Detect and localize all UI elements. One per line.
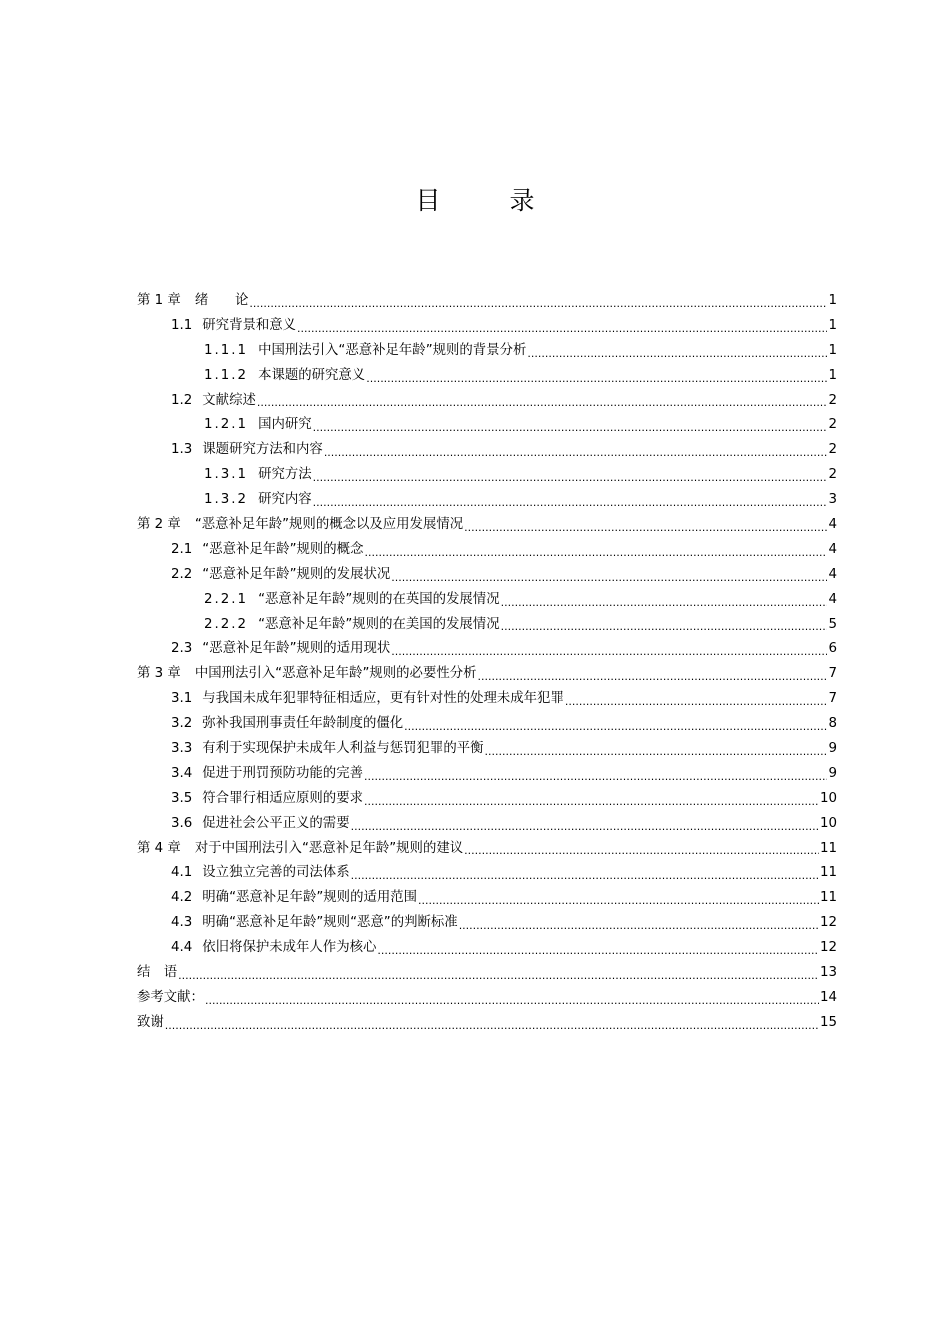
toc-entry[interactable]: [137, 662, 837, 687]
toc-dot-leader: [313, 463, 828, 488]
toc-entry[interactable]: [137, 712, 837, 737]
toc-entry-label: [171, 886, 417, 911]
toc-dot-leader: [478, 662, 828, 687]
toc-entry-label: [137, 662, 477, 687]
toc-entry-label: [137, 961, 177, 986]
toc-entry-number: 1.3.1: [204, 467, 249, 483]
toc-entry-number: 2.2.2: [204, 616, 249, 632]
toc-entry-number: 2.1: [171, 541, 193, 557]
toc-dot-leader: [324, 438, 828, 463]
toc-entry-label: [204, 339, 526, 364]
toc-entry[interactable]: [137, 563, 837, 588]
toc-entry-label: [171, 389, 256, 414]
toc-dot-leader: [391, 637, 827, 662]
toc-entry-number: 3.2: [171, 716, 193, 732]
toc-entry-page-number: 2: [828, 392, 837, 408]
toc-entry-title: 中国刑法引入“恶意补足年龄”规则的背景分析: [258, 342, 527, 358]
toc-entry-label: [137, 289, 248, 314]
toc-dot-leader: [377, 936, 819, 961]
toc-entry-label: [137, 986, 204, 1011]
toc-entry-number: 4.2: [171, 890, 193, 906]
toc-entry-label: [171, 737, 484, 762]
toc-entry-number: 1.2.1: [204, 417, 249, 433]
toc-entry-title: 本课题的研究意义: [258, 367, 366, 383]
toc-entry-number: 3.5: [171, 790, 193, 806]
toc-entry-page-number: 2: [828, 417, 837, 433]
toc-entry-page-number: 1: [828, 317, 837, 333]
toc-entry-title: 致谢: [137, 1014, 164, 1030]
toc-entry-title: 明确“恶意补足年龄”规则“恶意”的判断标准: [202, 915, 458, 931]
toc-entry-label: [171, 637, 390, 662]
toc-entry-page-number: 4: [828, 517, 837, 532]
toc-dot-leader: [364, 538, 827, 563]
toc-entry[interactable]: [137, 637, 837, 662]
toc-entry-title: “恶意补足年龄”规则的在美国的发展情况: [258, 616, 500, 632]
toc-entry-page-number: 2: [828, 467, 837, 483]
toc-entry-number: 2.3: [171, 641, 193, 657]
toc-entry-label: [171, 687, 564, 712]
toc-dot-leader: [485, 737, 828, 762]
toc-entry[interactable]: [137, 289, 837, 314]
toc-entry[interactable]: [137, 588, 837, 613]
toc-entry-page-number: 12: [819, 940, 837, 956]
toc-entry-page-number: 3: [828, 492, 837, 508]
toc-dot-leader: [459, 911, 819, 936]
toc-entry-page-number: 14: [819, 989, 837, 1005]
toc-dot-leader: [351, 812, 819, 837]
toc-entry-page-number: 7: [828, 691, 837, 707]
toc-entry-label: [171, 861, 350, 886]
toc-entry-page-number: 11: [819, 840, 837, 856]
toc-entry-number: 3.6: [171, 815, 193, 831]
toc-entry-title: 国内研究: [258, 417, 312, 433]
toc-entry-number: 2.2.1: [204, 591, 249, 607]
toc-entry-number: 1.2: [171, 392, 193, 408]
toc-entry-label: [171, 812, 350, 837]
toc-entry-label: [204, 413, 312, 438]
toc-entry-title: 弥补我国刑事责任年龄制度的僵化: [202, 716, 404, 732]
toc-entry-label: [204, 488, 312, 513]
toc-entry-label: [137, 513, 463, 538]
toc-entry-title: “恶意补足年龄”规则的在英国的发展情况: [258, 591, 500, 607]
toc-entry-title: 对于中国刑法引入“恶意补足年龄”规则的建议: [194, 840, 464, 856]
toc-entry[interactable]: [137, 961, 837, 986]
toc-entry-number: 第 1 章: [137, 292, 181, 308]
toc-entry-page-number: 11: [819, 890, 837, 906]
toc-dot-leader: [418, 886, 819, 911]
toc-entry[interactable]: [137, 687, 837, 712]
toc-entry-number: 1.1: [171, 317, 193, 333]
toc-entry-page-number: 1: [828, 367, 837, 383]
toc-entry-label: [171, 314, 296, 339]
toc-entry-title: “恶意补足年龄”规则的概念: [202, 541, 364, 557]
toc-entry-label: [204, 613, 500, 638]
toc-entry-label: [171, 563, 390, 588]
toc-entry[interactable]: [137, 613, 837, 638]
toc-entry-number: 第 3 章: [137, 666, 181, 682]
toc-entry-title: 有利于实现保护未成年人利益与惩罚犯罪的平衡: [202, 741, 484, 757]
table-of-contents: [137, 289, 837, 1036]
toc-entry[interactable]: [137, 936, 837, 961]
toc-entry[interactable]: [137, 488, 837, 513]
toc-entry[interactable]: [137, 837, 837, 862]
toc-entry-number: 第 2 章: [137, 517, 181, 532]
toc-entry-title: 中国刑法引入“恶意补足年龄”规则的必要性分析: [194, 666, 477, 682]
toc-entry-title: 依旧将保护未成年人作为核心: [202, 940, 377, 956]
toc-entry-number: 3.3: [171, 741, 193, 757]
toc-entry-page-number: 7: [828, 666, 837, 682]
toc-dot-leader: [205, 986, 819, 1011]
toc-entry[interactable]: [137, 339, 837, 364]
toc-dot-leader: [351, 861, 819, 886]
toc-dot-leader: [313, 488, 828, 513]
toc-entry-title: 文献综述: [202, 392, 256, 408]
toc-entry-label: [171, 936, 376, 961]
toc-entry-title: 参考文献：: [137, 989, 204, 1005]
toc-entry-number: 2.2: [171, 566, 193, 582]
toc-entry[interactable]: [137, 812, 837, 837]
toc-dot-leader: [257, 389, 828, 414]
toc-entry-number: 第 4 章: [137, 840, 181, 856]
toc-entry-label: [171, 762, 363, 787]
toc-entry-page-number: 1: [828, 292, 837, 308]
toc-entry[interactable]: [137, 986, 837, 1011]
toc-entry-title: 研究内容: [258, 492, 312, 508]
toc-entry-title: 符合罪行相适应原则的要求: [202, 790, 363, 806]
toc-entry-page-number: 4: [828, 591, 837, 607]
toc-dot-leader: [364, 762, 827, 787]
toc-entry-title: “恶意补足年龄”规则的适用现状: [202, 641, 391, 657]
toc-entry[interactable]: [137, 886, 837, 911]
toc-entry-title: 研究背景和意义: [202, 317, 297, 333]
toc-dot-leader: [464, 837, 819, 862]
toc-entry[interactable]: [137, 463, 837, 488]
toc-entry-number: 1.3.2: [204, 492, 249, 508]
toc-entry-label: [204, 463, 312, 488]
toc-entry-page-number: 8: [828, 716, 837, 732]
toc-entry-page-number: 1: [828, 342, 837, 358]
toc-entry-title: 结 语: [137, 965, 178, 981]
toc-dot-leader: [313, 413, 828, 438]
toc-entry-page-number: 9: [828, 765, 837, 781]
toc-dot-leader: [366, 364, 827, 389]
toc-entry[interactable]: [137, 787, 837, 812]
toc-entry-title: 绪 论: [194, 292, 249, 308]
toc-entry-page-number: 10: [819, 790, 837, 806]
toc-entry[interactable]: [137, 389, 837, 414]
toc-entry-label: [204, 364, 365, 389]
toc-entry-title: 课题研究方法和内容: [202, 442, 323, 458]
toc-entry[interactable]: [137, 861, 837, 886]
toc-dot-leader: [464, 513, 827, 538]
page-title: 目 录: [415, 186, 557, 215]
toc-entry-number: 1.3: [171, 442, 193, 458]
toc-entry[interactable]: [137, 413, 837, 438]
toc-entry-title: “恶意补足年龄”规则的概念以及应用发展情况: [194, 517, 464, 532]
toc-dot-leader: [391, 563, 827, 588]
toc-entry[interactable]: [137, 438, 837, 463]
toc-entry-page-number: 12: [819, 915, 837, 931]
toc-dot-leader: [165, 1011, 819, 1036]
toc-entry-label: [204, 588, 500, 613]
toc-entry-label: [137, 837, 463, 862]
toc-entry[interactable]: [137, 762, 837, 787]
toc-dot-leader: [527, 339, 827, 364]
toc-dot-leader: [404, 712, 827, 737]
toc-entry-number: 4.1: [171, 865, 193, 881]
toc-entry-label: [171, 911, 458, 936]
toc-entry-page-number: 5: [828, 616, 837, 632]
toc-entry-number: 1.1.2: [204, 367, 249, 383]
toc-entry-number: 4.4: [171, 940, 193, 956]
toc-entry-label: [171, 787, 363, 812]
toc-entry[interactable]: [137, 314, 837, 339]
toc-entry-page-number: 6: [828, 641, 837, 657]
toc-entry[interactable]: [137, 513, 837, 538]
toc-entry-page-number: 10: [819, 815, 837, 831]
toc-entry-title: 明确“恶意补足年龄”规则的适用范围: [202, 890, 418, 906]
toc-entry-page-number: 15: [819, 1014, 837, 1030]
toc-dot-leader: [565, 687, 828, 712]
toc-entry-page-number: 4: [828, 566, 837, 582]
toc-entry[interactable]: [137, 911, 837, 936]
toc-dot-leader: [501, 588, 828, 613]
toc-entry-number: 4.3: [171, 915, 193, 931]
toc-entry-title: 研究方法: [258, 467, 312, 483]
toc-entry-label: [171, 712, 403, 737]
toc-entry-page-number: 9: [828, 741, 837, 757]
toc-entry[interactable]: [137, 737, 837, 762]
toc-entry-title: “恶意补足年龄”规则的发展状况: [202, 566, 391, 582]
toc-entry-label: [171, 438, 323, 463]
toc-entry-page-number: 11: [819, 865, 837, 881]
toc-dot-leader: [178, 961, 819, 986]
toc-entry-title: 与我国未成年犯罪特征相适应，更有针对性的处理未成年犯罪: [202, 691, 564, 707]
toc-entry-title: 促进于刑罚预防功能的完善: [202, 765, 363, 781]
toc-entry[interactable]: [137, 538, 837, 563]
toc-entry-page-number: 2: [828, 442, 837, 458]
toc-dot-leader: [297, 314, 827, 339]
toc-entry-label: [137, 1011, 164, 1036]
toc-dot-leader: [249, 289, 827, 314]
toc-entry[interactable]: [137, 364, 837, 389]
toc-entry-title: 设立独立完善的司法体系: [202, 865, 350, 881]
toc-entry-number: 1.1.1: [204, 342, 249, 358]
toc-entry-number: 3.4: [171, 765, 193, 781]
toc-entry-title: 促进社会公平正义的需要: [202, 815, 350, 831]
toc-entry-page-number: 13: [819, 965, 837, 981]
toc-entry-page-number: 4: [828, 541, 837, 557]
toc-dot-leader: [501, 613, 828, 638]
toc-entry[interactable]: [137, 1011, 837, 1036]
toc-entry-label: [171, 538, 363, 563]
toc-dot-leader: [364, 787, 819, 812]
toc-entry-number: 3.1: [171, 691, 193, 707]
